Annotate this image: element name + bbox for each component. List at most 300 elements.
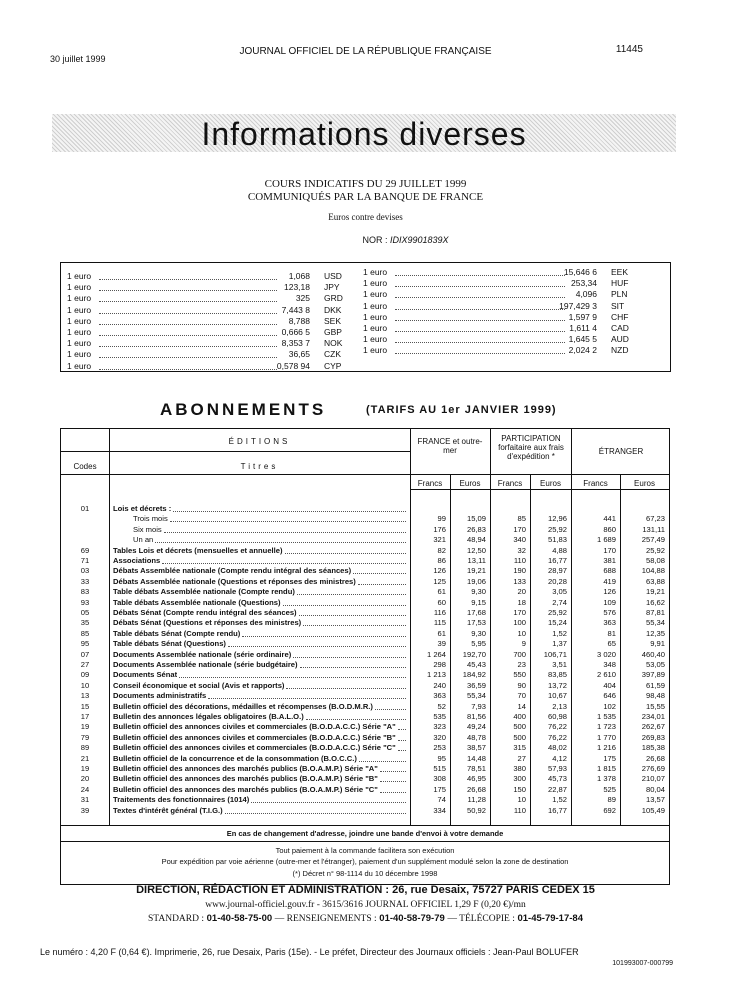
- dot-leader: [300, 660, 406, 668]
- dot-leader: [293, 650, 406, 658]
- currency-code: GBP: [324, 327, 342, 337]
- row-price: 340: [513, 535, 526, 545]
- row-price: 1 535: [596, 712, 616, 721]
- row-price: 16,62: [645, 597, 665, 607]
- row-title: Six mois: [133, 524, 162, 534]
- table-row: [61, 639, 669, 649]
- row-price: 25,92: [547, 608, 567, 617]
- telecopie-label: TÉLÉCOPIE :: [459, 914, 515, 924]
- dot-leader: [99, 316, 277, 325]
- table-row: [61, 618, 669, 628]
- row-title: Bulletin des annonces légales obligatoires (B.A.L.O.): [113, 712, 304, 721]
- row-price: 234,01: [641, 712, 665, 721]
- row-price: 9,15: [471, 597, 486, 607]
- rate-label: 1 euro: [363, 289, 388, 300]
- row-price: 535: [433, 712, 446, 721]
- exchange-rate-row: [363, 334, 641, 345]
- row-price: 109: [603, 597, 616, 607]
- row-code: 07: [80, 649, 90, 659]
- grid-line: [410, 489, 669, 490]
- row-code: 15: [80, 701, 90, 711]
- subscription-table: [60, 428, 670, 885]
- row-price: 176: [433, 524, 446, 534]
- row-price: 58,08: [645, 556, 665, 565]
- row-title: Tables Lois et décrets (mensuelles et annuelle): [113, 545, 283, 555]
- dot-leader: [164, 525, 406, 533]
- table-row: [61, 525, 669, 535]
- row-title: Table débats Sénat (Compte rendu): [113, 628, 241, 638]
- dot-leader: [162, 556, 406, 564]
- row-price: 36,59: [466, 680, 486, 690]
- row-price: 82: [437, 545, 446, 555]
- dot-leader: [380, 764, 406, 772]
- row-code: 13: [80, 691, 90, 701]
- dot-leader: [375, 702, 406, 710]
- row-price: 95: [437, 753, 446, 763]
- row-price: 17,53: [466, 618, 486, 628]
- row-price: 38,57: [466, 743, 486, 753]
- rate-value: 8,353 7: [281, 338, 310, 349]
- currency-code: CHF: [611, 311, 629, 322]
- dot-leader: [395, 278, 565, 287]
- exchange-rate-row: [363, 289, 641, 300]
- row-code: 35: [80, 618, 90, 628]
- row-price: 1,37: [552, 639, 567, 649]
- row-price: 12,50: [466, 545, 486, 555]
- row-title: Bulletin officiel des annonces des marchés publics (B.O.A.M.P.) Série "C": [113, 784, 378, 794]
- row-price: 240: [433, 680, 446, 690]
- dot-leader: [99, 327, 277, 336]
- row-price: 12,35: [645, 628, 665, 638]
- dot-leader: [286, 681, 406, 689]
- table-row: [61, 546, 669, 556]
- row-code: 09: [80, 670, 90, 680]
- table-row: [61, 556, 669, 566]
- rate-label: 1 euro: [67, 360, 92, 371]
- rate-label: 1 euro: [67, 315, 92, 326]
- row-price: 323: [433, 722, 446, 732]
- dot-leader: [99, 349, 277, 358]
- table-row: [61, 629, 669, 639]
- rate-label: 1 euro: [67, 282, 92, 293]
- row-price: 52: [437, 701, 446, 711]
- table-row: [61, 514, 669, 524]
- rate-label: 1 euro: [363, 334, 388, 345]
- header-participation: PARTICIPATION forfaitaire aux frais d'expédition *: [498, 434, 564, 461]
- row-price: 27: [517, 753, 526, 763]
- row-price: 525: [603, 784, 616, 794]
- row-price: 404: [603, 680, 616, 690]
- row-code: 79: [80, 732, 90, 742]
- table-row: [61, 743, 669, 753]
- row-price: 262,67: [641, 722, 665, 732]
- row-code: 05: [80, 608, 90, 617]
- dot-leader: [283, 598, 406, 606]
- row-title: Débats Sénat (Questions et réponses des ministres): [113, 618, 302, 628]
- row-price: 17,68: [466, 608, 486, 617]
- grid-line: [61, 474, 669, 475]
- row-price: 460,40: [641, 649, 665, 659]
- rate-value: 8,788: [288, 315, 310, 326]
- row-price: 131,11: [642, 524, 665, 534]
- exchange-rate-row: [67, 338, 354, 349]
- row-price: 48,94: [466, 535, 486, 545]
- rate-label: 1 euro: [363, 300, 388, 311]
- dot-leader: [395, 345, 565, 354]
- dot-leader: [285, 546, 406, 554]
- row-price: 1,52: [552, 628, 567, 638]
- currency-code: DKK: [324, 304, 342, 315]
- row-price: 32: [517, 545, 526, 555]
- note-expedition: Pour expédition par voie aérienne (outre-mer et l'étranger), paiement d'un supplément modulé selon la zone de destination: [161, 857, 569, 866]
- row-price: 78,51: [466, 764, 486, 773]
- row-price: 26,68: [645, 753, 665, 763]
- row-title: Bulletin officiel des décorations, médailles et récompenses (B.O.D.M.R.): [113, 701, 373, 711]
- row-price: 363: [433, 691, 446, 701]
- rate-value: 1,597 9: [568, 311, 597, 322]
- rate-value: 1,068: [288, 271, 310, 281]
- row-price: 1 213: [426, 670, 446, 680]
- row-price: 81: [607, 628, 616, 638]
- currency-code: NOK: [324, 338, 343, 349]
- note-decret: (*) Décret n° 98-1114 du 10 décembre 1998: [292, 869, 438, 878]
- row-price: 4,88: [552, 545, 567, 555]
- renseignements-label: RENSEIGNEMENTS :: [286, 914, 377, 924]
- table-row: [61, 650, 669, 660]
- exchange-rate-row: [67, 327, 354, 338]
- row-price: 23: [517, 660, 526, 669]
- rate-value: 123,18: [284, 282, 310, 293]
- table-row: [61, 681, 669, 691]
- table-row: [61, 806, 669, 816]
- row-price: 28,97: [547, 566, 567, 576]
- dot-leader: [170, 514, 406, 522]
- row-price: 76,22: [547, 732, 567, 742]
- table-row: [61, 764, 669, 774]
- row-price: 19,21: [466, 566, 486, 576]
- rate-value: 197,429 3: [559, 300, 597, 311]
- row-price: 105,49: [641, 805, 665, 815]
- table-row: [61, 598, 669, 608]
- row-code: 93: [80, 597, 90, 607]
- row-price: 49,24: [466, 722, 486, 732]
- rate-value: 1,645 5: [568, 334, 597, 345]
- dot-leader: [398, 722, 406, 730]
- rate-value: 15,646 6: [563, 267, 597, 277]
- row-title: Table débats Assemblée nationale (Questions): [113, 597, 281, 607]
- dot-leader: [99, 271, 277, 280]
- row-price: 175: [433, 784, 446, 794]
- dot-leader: [99, 282, 277, 291]
- row-price: 3 020: [596, 649, 616, 659]
- row-price: 86: [437, 556, 446, 565]
- table-row: [61, 754, 669, 764]
- row-price: 1 815: [596, 764, 616, 773]
- row-code: 89: [80, 743, 90, 753]
- row-title: Documents Assemblée nationale (série budgétaire): [113, 660, 298, 669]
- row-title: Débats Assemblée nationale (Questions et réponses des ministres): [113, 576, 356, 586]
- row-code: 31: [80, 795, 90, 805]
- row-title: Bulletin officiel de la concurrence et de la consommation (B.O.C.C.): [113, 753, 357, 763]
- row-price: 380: [513, 764, 526, 773]
- row-price: 18: [517, 597, 526, 607]
- row-price: 441: [603, 514, 616, 524]
- rate-label: 1 euro: [363, 267, 388, 277]
- row-price: 22,87: [547, 784, 567, 794]
- rate-label: 1 euro: [363, 345, 388, 356]
- dot-leader: [299, 608, 406, 616]
- row-price: 1 689: [596, 535, 616, 545]
- row-price: 515: [433, 764, 446, 773]
- table-row: [61, 702, 669, 712]
- row-price: 170: [603, 545, 616, 555]
- footer-imprint: Le numéro : 4,20 F (0,64 €). Imprimerie, 26, rue Desaix, Paris (15e). - Le préfet, Directeur des Journaux officiels : Jean-Paul BOLUFER: [40, 947, 579, 957]
- row-price: 397,89: [641, 670, 665, 680]
- row-title: Table débats Sénat (Questions): [113, 639, 226, 649]
- dot-leader: [179, 670, 406, 678]
- row-price: 269,83: [641, 732, 665, 742]
- row-price: 80,04: [645, 784, 665, 794]
- row-price: 2,74: [552, 597, 567, 607]
- currency-code: USD: [324, 271, 342, 281]
- row-title: Débats Assemblée nationale (Compte rendu intégral des séances): [113, 566, 352, 576]
- row-code: 19: [80, 764, 90, 773]
- row-price: 102: [603, 701, 616, 711]
- rate-value: 253,34: [571, 278, 597, 289]
- row-price: 419: [603, 576, 616, 586]
- row-price: 257,49: [641, 535, 665, 545]
- row-code: 85: [80, 628, 90, 638]
- rate-label: 1 euro: [67, 304, 92, 315]
- row-price: 550: [513, 670, 526, 680]
- row-price: 67,23: [645, 514, 665, 524]
- row-code: 19: [80, 722, 90, 732]
- currency-code: NZD: [611, 345, 629, 356]
- row-price: 1 216: [596, 743, 616, 753]
- dot-leader: [395, 267, 565, 276]
- header-francs: Francs: [417, 479, 443, 488]
- dot-leader: [297, 587, 406, 595]
- row-price: 576: [603, 608, 616, 617]
- row-price: 16,77: [547, 805, 567, 815]
- row-price: 110: [513, 556, 526, 565]
- section-banner: [52, 114, 676, 152]
- header-euros: Euros: [634, 479, 655, 488]
- row-title: Bulletin officiel des annonces civiles et commerciales (B.O.D.A.C.C.) Série "A": [113, 722, 396, 732]
- header-page-number: 11445: [615, 44, 643, 55]
- rate-value: 1,611 4: [569, 323, 597, 333]
- rate-value: 0,666 5: [281, 327, 310, 337]
- row-price: 10: [517, 628, 526, 638]
- row-price: 320: [433, 732, 446, 742]
- row-code: 01: [80, 504, 90, 513]
- row-price: 700: [513, 649, 526, 659]
- row-title: Associations: [113, 556, 161, 565]
- rate-label: 1 euro: [67, 349, 92, 360]
- row-code: 33: [80, 576, 90, 586]
- dot-leader: [99, 361, 277, 370]
- rate-value: 7,443 8: [281, 304, 310, 315]
- row-title: Documents Sénat: [113, 670, 178, 680]
- cours-line-3: Euros contre devises: [328, 212, 403, 222]
- row-price: 46,95: [466, 774, 486, 784]
- rate-value: 0,578 94: [276, 360, 310, 371]
- table-row: [61, 504, 669, 514]
- row-price: 13,57: [645, 795, 665, 805]
- exchange-rate-row: [363, 278, 641, 289]
- exchange-rate-row: [363, 323, 641, 334]
- dot-leader: [208, 691, 406, 699]
- row-price: 98,48: [645, 691, 665, 701]
- row-price: 20: [517, 587, 526, 597]
- header-journal-title: JOURNAL OFFICIEL DE LA RÉPUBLIQUE FRANÇAISE: [239, 46, 492, 57]
- row-price: 61: [437, 587, 446, 597]
- row-price: 3,05: [552, 587, 567, 597]
- row-price: 170: [513, 608, 526, 617]
- contact-line: STANDARD : 01-40-58-75-00 — RENSEIGNEMENTS : 01-40-58-79-79 — TÉLÉCOPIE : 01-45-79-17-84: [148, 913, 583, 924]
- dot-leader: [99, 305, 277, 314]
- dot-leader: [358, 577, 406, 585]
- currency-code: PLN: [611, 289, 628, 300]
- row-price: 10,67: [547, 691, 567, 701]
- row-price: 125: [433, 576, 446, 586]
- standard-number: 01-40-58-75-00: [206, 913, 273, 924]
- row-price: 55,34: [645, 618, 665, 628]
- nor-label: NOR :: [362, 235, 388, 245]
- header-euros: Euros: [540, 479, 561, 488]
- dot-leader: [380, 785, 406, 793]
- row-title: Un an: [133, 535, 154, 545]
- row-price: 45,73: [547, 774, 567, 784]
- row-price: 90: [517, 680, 526, 690]
- row-price: 100: [513, 618, 526, 628]
- row-price: 76,22: [547, 722, 567, 732]
- rate-label: 1 euro: [363, 311, 388, 322]
- row-price: 363: [603, 618, 616, 628]
- row-title: Lois et décrets :: [113, 504, 172, 513]
- nor-reference: [40, 235, 731, 245]
- row-price: 13,72: [547, 680, 567, 690]
- row-title: Débats Sénat (Compte rendu intégral des séances): [113, 608, 297, 617]
- abonnements-subtitle: (TARIFS AU 1er JANVIER 1999): [366, 404, 557, 416]
- currency-code: EEK: [611, 267, 629, 277]
- row-code: 39: [80, 805, 90, 815]
- abonnements-title: ABONNEMENTS: [160, 400, 327, 419]
- row-price: 65: [607, 639, 616, 649]
- exchange-rate-row: [67, 293, 354, 304]
- row-price: 61: [437, 628, 446, 638]
- row-title: Table débats Assemblée nationale (Compte rendu): [113, 587, 295, 597]
- row-price: 175: [603, 753, 616, 763]
- row-price: 500: [513, 722, 526, 732]
- table-row: [61, 608, 669, 618]
- row-price: 39: [437, 639, 446, 649]
- row-price: 1 723: [596, 722, 616, 732]
- row-price: 315: [513, 743, 526, 753]
- exchange-rate-row: [67, 349, 354, 360]
- currency-code: CZK: [324, 349, 341, 360]
- row-price: 185,38: [641, 743, 665, 753]
- row-price: 400: [513, 712, 526, 721]
- row-price: 133: [513, 576, 526, 586]
- row-price: 116: [433, 608, 446, 617]
- rate-label: 1 euro: [363, 323, 388, 333]
- row-price: 1 378: [596, 774, 616, 784]
- row-price: 192,70: [462, 649, 486, 659]
- row-price: 9,30: [471, 587, 486, 597]
- row-title: Bulletin officiel des annonces civiles et commerciales (B.O.D.A.C.C.) Série "C": [113, 743, 396, 753]
- row-title: Bulletin officiel des annonces des marchés publics (B.O.A.M.P.) Série "B": [113, 774, 378, 784]
- currency-code: CYP: [324, 360, 342, 371]
- row-price: 104,88: [641, 566, 665, 576]
- row-price: 25,92: [645, 545, 665, 555]
- row-price: 5,95: [471, 639, 486, 649]
- dot-leader: [173, 504, 406, 512]
- row-code: 03: [80, 566, 90, 576]
- row-price: 48,78: [466, 732, 486, 742]
- row-price: 61,59: [645, 680, 665, 690]
- row-price: 15,24: [547, 618, 567, 628]
- row-price: 348: [603, 660, 616, 669]
- row-price: 184,92: [462, 670, 486, 680]
- dot-leader: [395, 323, 565, 332]
- table-row: [61, 795, 669, 805]
- row-price: 253: [433, 743, 446, 753]
- header-codes: Codes: [73, 462, 97, 471]
- row-price: 210,07: [641, 774, 665, 784]
- dot-leader: [225, 806, 406, 814]
- row-price: 70: [517, 691, 526, 701]
- row-code: 95: [80, 639, 90, 649]
- row-price: 11,28: [467, 795, 486, 805]
- table-row: [61, 774, 669, 784]
- row-title: Bulletin officiel des annonces civiles et commerciales (B.O.D.A.C.C.) Série "B": [113, 732, 396, 742]
- exchange-rates-box: [60, 262, 671, 372]
- row-price: 63,88: [645, 576, 665, 586]
- exchange-rate-row: [363, 312, 641, 323]
- table-row: [61, 670, 669, 680]
- row-title: Conseil économique et social (Avis et rapports): [113, 680, 285, 690]
- row-code: 10: [80, 680, 90, 690]
- row-code: 27: [80, 660, 90, 669]
- row-price: 15,09: [466, 514, 486, 524]
- row-price: 89: [607, 795, 616, 805]
- exchange-rate-row: [67, 316, 354, 327]
- row-price: 57,93: [547, 764, 567, 773]
- row-price: 19,06: [466, 576, 486, 586]
- exchange-rate-row: [363, 301, 641, 312]
- exchange-rate-row: [67, 305, 354, 316]
- row-price: 20,28: [547, 576, 567, 586]
- nor-value: IDIX9901839X: [389, 235, 449, 245]
- dot-leader: [395, 289, 565, 298]
- telecopie-number: 01-45-79-17-84: [517, 913, 583, 924]
- rate-label: 1 euro: [67, 338, 92, 349]
- dot-leader: [395, 312, 565, 321]
- dot-leader: [395, 301, 565, 310]
- header-francs: Francs: [497, 479, 523, 488]
- row-price: 53,05: [645, 660, 665, 669]
- table-row: [61, 691, 669, 701]
- rate-label: 1 euro: [363, 278, 388, 289]
- table-row: [61, 733, 669, 743]
- table-row: [61, 587, 669, 597]
- row-price: 1 264: [426, 649, 446, 659]
- row-price: 14,48: [466, 753, 486, 763]
- dot-leader: [99, 293, 277, 302]
- row-price: 300: [513, 774, 526, 784]
- row-price: 334: [433, 805, 446, 815]
